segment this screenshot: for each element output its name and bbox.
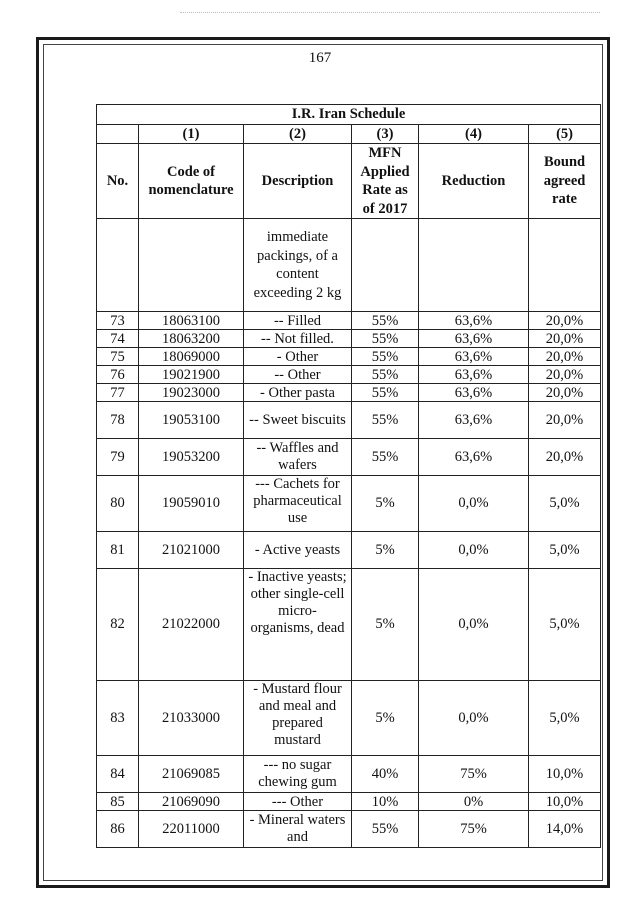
- cell-reduction: 63,6%: [419, 348, 529, 366]
- cell-bound-rate: 20,0%: [529, 366, 601, 384]
- cell-description: - Mineral waters and: [244, 811, 352, 848]
- cell-reduction: 63,6%: [419, 384, 529, 402]
- cell-reduction: 63,6%: [419, 366, 529, 384]
- column-number-1: (1): [139, 124, 244, 144]
- column-number-5: (5): [529, 124, 601, 144]
- table-row: [97, 793, 601, 811]
- table-row: [97, 681, 601, 756]
- cell-mfn-rate: 55%: [352, 384, 419, 402]
- cell-nomenclature-code: 18069000: [139, 348, 244, 366]
- cell-nomenclature-code: 18063200: [139, 330, 244, 348]
- cell-mfn-rate: 40%: [352, 756, 419, 793]
- cell-row-number: 77: [97, 384, 139, 402]
- column-number-4: (4): [419, 124, 529, 144]
- table-row: [97, 476, 601, 532]
- cell-nomenclature-code: 21069090: [139, 793, 244, 811]
- cell-nomenclature-code: 19053200: [139, 439, 244, 476]
- table-row: [97, 330, 601, 348]
- cell-row-number: 79: [97, 439, 139, 476]
- cell-description: -- Sweet biscuits: [244, 402, 352, 439]
- header-mfn-rate: MFN Applied Rate as of 2017: [352, 144, 419, 219]
- cell-nomenclature-code: 21022000: [139, 569, 244, 681]
- table-row: [97, 756, 601, 793]
- table-row: [97, 402, 601, 439]
- cell-description: --- no sugar chewing gum: [244, 756, 352, 793]
- table-row: [97, 439, 601, 476]
- cell-nomenclature-code: 21033000: [139, 681, 244, 756]
- cell-bound-rate: 10,0%: [529, 756, 601, 793]
- cell-bound-rate: 20,0%: [529, 384, 601, 402]
- header-no: No.: [97, 144, 139, 219]
- cell-description: - Mustard flour and meal and prepared mustard: [244, 681, 352, 756]
- cell-description: - Inactive yeasts; other single-cell micro-organisms, dead: [244, 569, 352, 681]
- cell-mfn-rate: 55%: [352, 330, 419, 348]
- table-row: [97, 569, 601, 681]
- cell-description: -- Waffles and wafers: [244, 439, 352, 476]
- table-row: [97, 348, 601, 366]
- continuation-bound: [529, 219, 601, 312]
- cell-row-number: 73: [97, 312, 139, 330]
- cell-bound-rate: 5,0%: [529, 532, 601, 569]
- cell-mfn-rate: 10%: [352, 793, 419, 811]
- cell-row-number: 84: [97, 756, 139, 793]
- cell-nomenclature-code: 19021900: [139, 366, 244, 384]
- cell-bound-rate: 14,0%: [529, 811, 601, 848]
- cell-mfn-rate: 55%: [352, 366, 419, 384]
- cell-mfn-rate: 55%: [352, 402, 419, 439]
- cell-description: --- Cachets for pharmaceutical use: [244, 476, 352, 532]
- cell-row-number: 74: [97, 330, 139, 348]
- cell-nomenclature-code: 21069085: [139, 756, 244, 793]
- cell-mfn-rate: 55%: [352, 439, 419, 476]
- cell-mfn-rate: 5%: [352, 532, 419, 569]
- cell-bound-rate: 20,0%: [529, 330, 601, 348]
- cell-row-number: 82: [97, 569, 139, 681]
- cell-bound-rate: 20,0%: [529, 439, 601, 476]
- cell-mfn-rate: 55%: [352, 811, 419, 848]
- cell-description: - Other pasta: [244, 384, 352, 402]
- cell-reduction: 0,0%: [419, 569, 529, 681]
- header-description: Description: [244, 144, 352, 219]
- cell-nomenclature-code: 22011000: [139, 811, 244, 848]
- cell-reduction: 63,6%: [419, 330, 529, 348]
- cell-row-number: 86: [97, 811, 139, 848]
- cell-bound-rate: 5,0%: [529, 681, 601, 756]
- cell-row-number: 75: [97, 348, 139, 366]
- cell-mfn-rate: 5%: [352, 476, 419, 532]
- cell-description: -- Not filled.: [244, 330, 352, 348]
- scan-artifact-line: [180, 12, 600, 14]
- table-row: [97, 366, 601, 384]
- table-row: [97, 532, 601, 569]
- cell-mfn-rate: 55%: [352, 312, 419, 330]
- cell-nomenclature-code: 18063100: [139, 312, 244, 330]
- continuation-no: [97, 219, 139, 312]
- cell-row-number: 76: [97, 366, 139, 384]
- header-reduction: Reduction: [419, 144, 529, 219]
- table-row: [97, 384, 601, 402]
- header-code: Code of nomenclature: [139, 144, 244, 219]
- cell-row-number: 81: [97, 532, 139, 569]
- cell-mfn-rate: 55%: [352, 348, 419, 366]
- cell-bound-rate: 10,0%: [529, 793, 601, 811]
- cell-description: -- Filled: [244, 312, 352, 330]
- cell-reduction: 0,0%: [419, 476, 529, 532]
- cell-row-number: 85: [97, 793, 139, 811]
- page-number: 167: [308, 50, 332, 66]
- cell-bound-rate: 5,0%: [529, 476, 601, 532]
- cell-bound-rate: 20,0%: [529, 312, 601, 330]
- cell-reduction: 75%: [419, 756, 529, 793]
- cell-row-number: 78: [97, 402, 139, 439]
- cell-reduction: 0,0%: [419, 532, 529, 569]
- cell-bound-rate: 20,0%: [529, 402, 601, 439]
- continuation-mfn: [352, 219, 419, 312]
- tariff-schedule-table: [96, 104, 601, 848]
- cell-reduction: 63,6%: [419, 439, 529, 476]
- cell-nomenclature-code: 19059010: [139, 476, 244, 532]
- cell-reduction: 0%: [419, 793, 529, 811]
- continuation-reduction: [419, 219, 529, 312]
- continuation-code: [139, 219, 244, 312]
- cell-reduction: 75%: [419, 811, 529, 848]
- table-row: [97, 312, 601, 330]
- cell-description: - Other: [244, 348, 352, 366]
- cell-reduction: 0,0%: [419, 681, 529, 756]
- cell-nomenclature-code: 21021000: [139, 532, 244, 569]
- cell-nomenclature-code: 19053100: [139, 402, 244, 439]
- continuation-description: immediate packings, of a content exceeding 2 kg: [244, 219, 352, 312]
- cell-nomenclature-code: 19023000: [139, 384, 244, 402]
- cell-reduction: 63,6%: [419, 402, 529, 439]
- cell-description: -- Other: [244, 366, 352, 384]
- table-row: [97, 811, 601, 848]
- column-number-2: (2): [244, 124, 352, 144]
- cell-row-number: 83: [97, 681, 139, 756]
- cell-bound-rate: 20,0%: [529, 348, 601, 366]
- column-number-blank: [97, 124, 139, 144]
- cell-bound-rate: 5,0%: [529, 569, 601, 681]
- table-title: I.R. Iran Schedule: [97, 105, 601, 125]
- cell-reduction: 63,6%: [419, 312, 529, 330]
- cell-description: - Active yeasts: [244, 532, 352, 569]
- cell-description: --- Other: [244, 793, 352, 811]
- column-number-3: (3): [352, 124, 419, 144]
- cell-mfn-rate: 5%: [352, 681, 419, 756]
- cell-row-number: 80: [97, 476, 139, 532]
- cell-mfn-rate: 5%: [352, 569, 419, 681]
- header-bound-rate: Bound agreed rate: [529, 144, 601, 219]
